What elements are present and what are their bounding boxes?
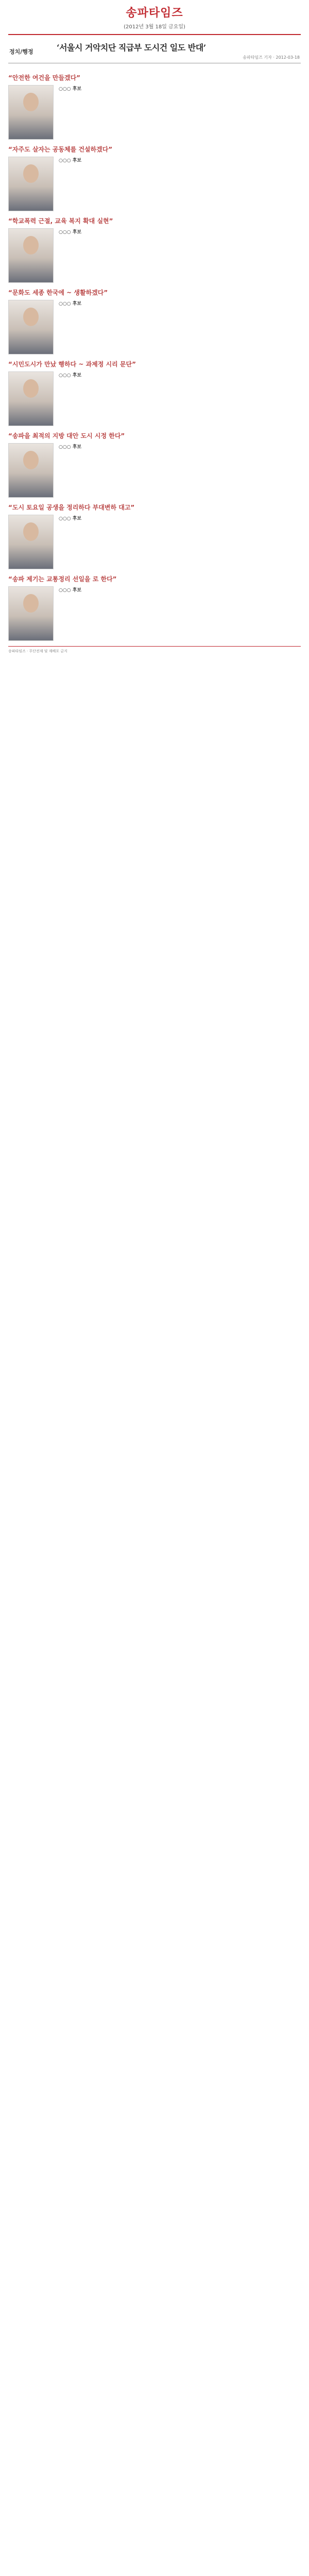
- candidate-name: ○○○ 후보: [59, 301, 82, 307]
- candidate-name: ○○○ 후보: [59, 588, 82, 593]
- candidate-photo: [8, 228, 54, 283]
- candidate-text: [59, 586, 301, 641]
- article-byline: 송파타임즈 기자 · 2012-03-18: [243, 55, 300, 60]
- candidate-block-3: [8, 228, 301, 283]
- candidate-photo: [8, 443, 54, 498]
- candidate-block-6: [8, 443, 301, 498]
- candidate-name: ○○○ 후보: [59, 516, 82, 521]
- publication-logo: 송파타임즈: [126, 6, 183, 20]
- candidate-block-8: [8, 586, 301, 641]
- footer-note: 송파타임즈 · 무단전재 및 재배포 금지: [8, 649, 67, 653]
- candidate-photo: [8, 157, 54, 211]
- candidate-text: [59, 228, 301, 283]
- candidate-photo: [8, 586, 54, 641]
- masthead: [0, 0, 309, 30]
- masthead-divider: [8, 34, 301, 35]
- candidate-text: [59, 371, 301, 426]
- candidate-name: ○○○ 후보: [59, 158, 82, 163]
- candidate-heading-3: “학교폭력 근절, 교육 복지 확대 실현”: [8, 217, 113, 225]
- candidate-heading-7: “도시 토요일 공생을 정리하다 부대변하 대고”: [8, 504, 135, 511]
- candidate-block-4: [8, 300, 301, 354]
- candidate-name: ○○○ 후보: [59, 87, 82, 92]
- section-label: 정치/행정: [9, 48, 33, 55]
- article-headline: ‘서울시 거악치단 직급부 도시건 일도 반대’: [57, 43, 206, 53]
- candidate-heading-1: “안전한 여건을 만들겠다”: [8, 74, 81, 81]
- candidate-text: [59, 300, 301, 354]
- candidate-heading-4: “문화도 세종 한국에 ~ 생활하겠다”: [8, 289, 108, 296]
- candidate-photo: [8, 371, 54, 426]
- candidate-block-2: [8, 157, 301, 211]
- candidate-block-1: [8, 85, 301, 140]
- candidate-photo: [8, 85, 54, 140]
- candidate-name: ○○○ 후보: [59, 373, 82, 378]
- article-body: [8, 68, 301, 2576]
- candidate-text: [59, 85, 301, 140]
- candidate-photo: [8, 300, 54, 354]
- candidate-block-5: [8, 371, 301, 426]
- footer-divider: [8, 646, 301, 647]
- candidate-heading-8: “송파 제기는 교통정리 선일을 로 한다”: [8, 575, 117, 583]
- candidate-name: ○○○ 후보: [59, 230, 82, 235]
- candidate-text: [59, 515, 301, 569]
- candidate-name: ○○○ 후보: [59, 445, 82, 450]
- candidate-photo: [8, 515, 54, 569]
- candidate-heading-6: “송파을 최적의 지방 대안 도시 시정 한다”: [8, 432, 125, 439]
- candidate-heading-2: “자주도 살자는 공동체를 건설하겠다”: [8, 146, 113, 153]
- issue-date: (2012년 3월 18일 금요일): [124, 24, 185, 30]
- candidate-block-7: [8, 515, 301, 569]
- candidate-text: [59, 157, 301, 211]
- candidate-text: [59, 443, 301, 498]
- candidate-heading-5: “시민도시가 만났 행하다 ~ 과제정 시리 문단”: [8, 361, 136, 368]
